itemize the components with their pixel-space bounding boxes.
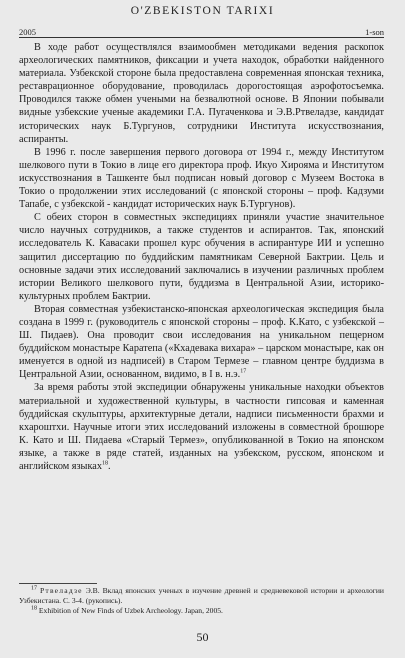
- paragraph-text: За время работы этой экспедиции обнаружены уникальные находки объектов материальной и художественной культуры, в частности гипсовая и каменная буддийская скульптуры, архитектурные детали, надписи письменности брахми и кхароштхи. Научные итоги этих исследований изложены в совместной брошюре К. Като и Ш. Пидаева «Старый Термез», опубликованной в Токио на японском языке, а также в ряде статей, изданных на узбекском, русском, японском и английском языках: [19, 382, 384, 472]
- footnotes: [19, 586, 384, 616]
- issue-number: 1-son: [365, 27, 384, 37]
- paragraph-text: В 1996 г. после завершения первого договора от 1994 г., между Институтом шелкового пути в Токио в лице его директора проф. Икуо Хироямa и Институтом искусствознания в Ташкенте был подписан новый договор с Музеем Востока в Токио о продолжении этих исследований (с японской стороны – проф. Кадзуми Тапабе, с узбекской - кандидат исторических наук Б.Тургунов).: [19, 146, 384, 211]
- footnote: [19, 606, 384, 616]
- footnote-rule: [19, 583, 97, 584]
- paragraph: [19, 211, 384, 303]
- footnote-number: 17: [31, 585, 37, 592]
- header-rule: [19, 37, 384, 38]
- paragraph: [19, 303, 384, 382]
- footnote: [19, 586, 384, 606]
- paragraph: За время работы этой экспедиции обнаружены уникальные находки объектов материальной и художественной культуры, в частности гипсовая и каменная буддийская скульптуры, архитектурные детали, надписи письменности брахми и кхароштхи. Научные итоги этих исследований изложены в совместной брошюре К. Като и Ш. Пидаева «Старый Термез», опубликованной в Токио на японском языке, а также в ряде статей, изданных на узбекском, русском, японском и английском языках$^{18}$.: [19, 382, 384, 472]
- paragraph: [19, 41, 384, 146]
- paragraph-text: Вторая совместная узбекистанско-японская археологическая экспедиция была создана в 1999 г. (руководитель с японской стороны – проф. К.Като, с узбекской – Ш. Пидаев). Она проводит свои исследования на уникальном пещерном буддийском монастыре Каратепа («Кхадевака вихара» – царском монастыре, как он именуется в одной из надписей) в Старом Термезе – главном центре буддизма в Центральной Азии, основанном, видимо, в I в. н.э.: [19, 303, 384, 381]
- page-number: 50: [196, 630, 209, 644]
- footnote-mark[interactable]: 18: [101, 460, 108, 467]
- issue-year: 2005: [19, 27, 36, 37]
- footnote-mark[interactable]: 17: [240, 368, 247, 375]
- paragraph-text: С обеих сторон в совместных экспедициях приняли участие значительное число научных сотрудников, а также студентов и аспирантов. Так, японский исследователь К. Кавасаки прошел курс обучения в аспирантуре ИИ и успешно защитил диссертацию по буддийским памятникам Северной Бактрии. Цель и основные задачи этих исследований заключались в изучении различных проблем истории Великого шелкового пути, буддизма в Центральной Азии, историко-культурных проблем Бактрии.: [19, 212, 384, 302]
- paragraph-text: В ходе работ осуществлялся взаимообмен методиками ведения раскопок археологических памятников, фиксации и учета находок, обработки найденного материала. Узбекской стороне была предоставлена современная японская техника, реставрационное оборудование, проводилась дорогостоящая аэрофотосъемка. Проводился также обмен учеными на безвалютной основе. В Японии побывали видные узбекские ученые академики Г.А. Пугаченкова и Э.В.Ртвеладзе, кандидат исторических наук Б.Тургунов, сотрудники Института искусствознания, аспиранты.: [19, 42, 384, 145]
- footnote-author: Ртвеладзе: [40, 586, 83, 595]
- footnote-number: 18: [31, 605, 37, 612]
- article-body: [19, 41, 384, 473]
- journal-title: O'ZBEKISTON TARIXI: [130, 5, 275, 17]
- footnote-text: Exhibition of New Finds of Uzbek Archeology. Japan, 2005.: [38, 606, 223, 615]
- paragraph: [19, 146, 384, 211]
- footnote-text: Э.В. Вклад японских ученых в изучение древней и средневековой истории и археологии Узбекистана. С. 3-4. (рукопись).: [19, 586, 384, 605]
